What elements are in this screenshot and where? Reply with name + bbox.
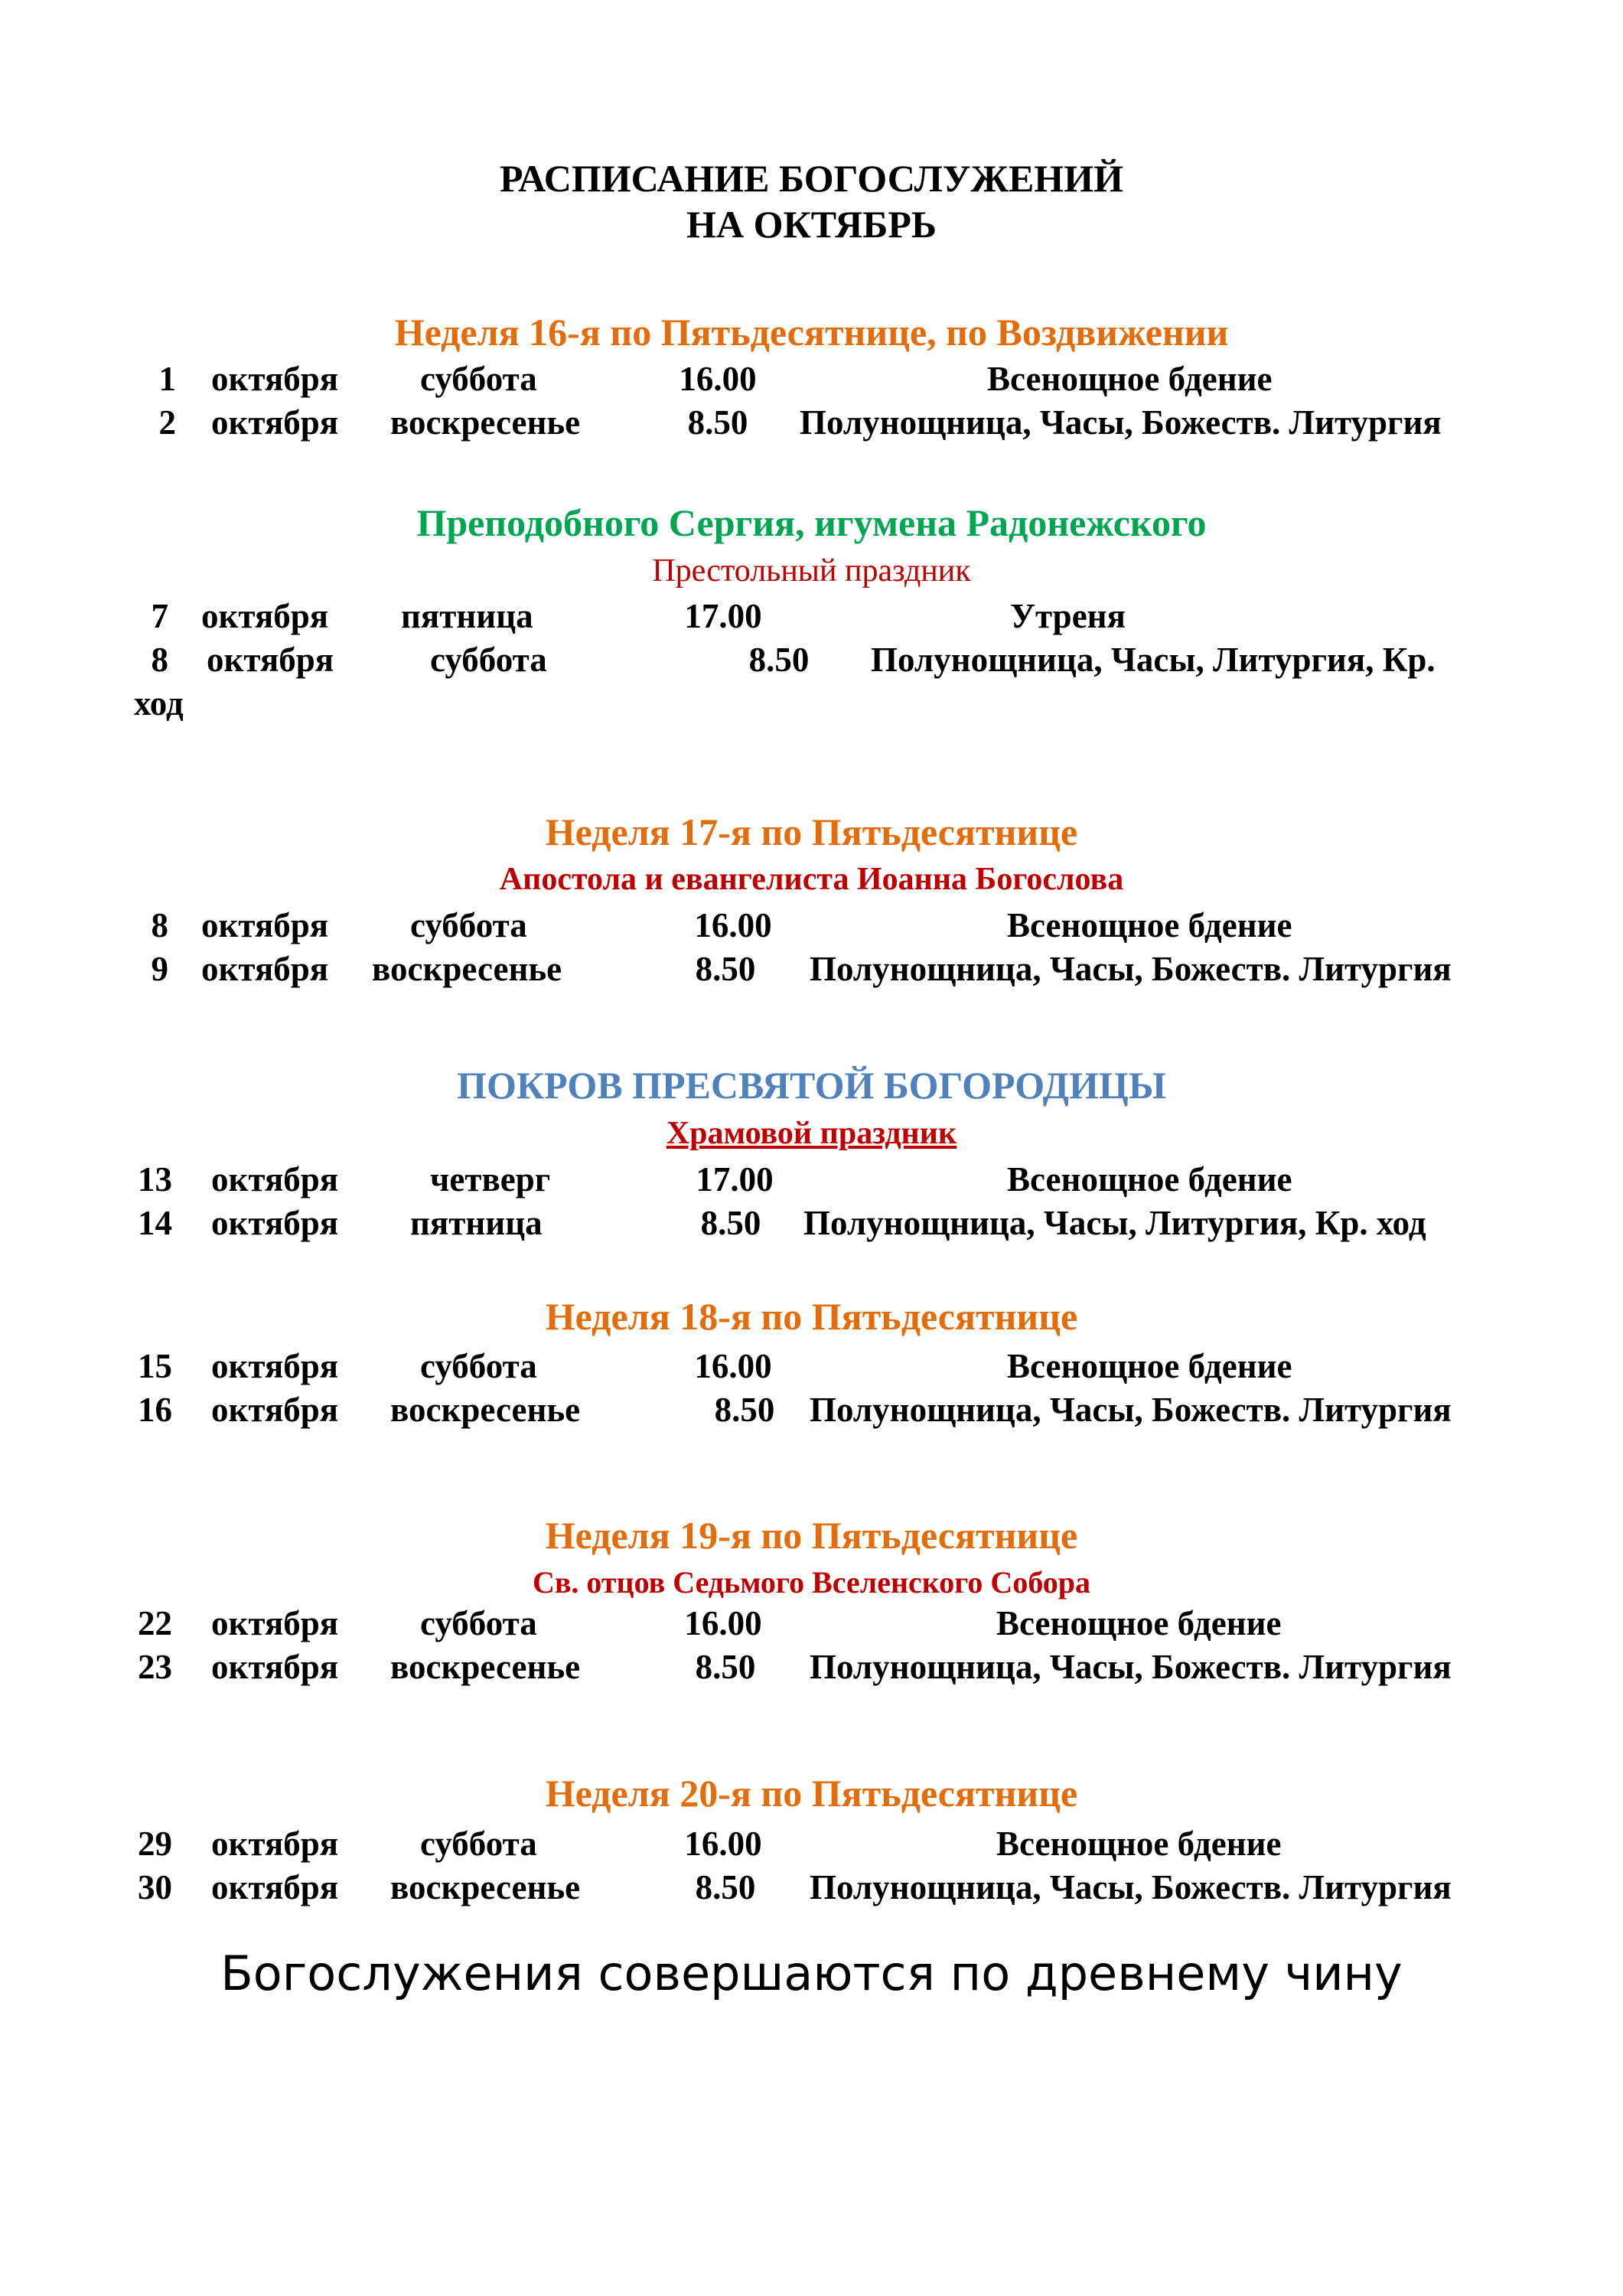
service: Полунощница, Часы, Божеств. Литургия — [800, 403, 1442, 442]
day-number: 1 — [158, 360, 176, 398]
schedule-row — [0, 1822, 1623, 1865]
month: октября — [201, 597, 329, 635]
time: 8.50 — [748, 641, 810, 679]
weekday: суббота — [420, 1825, 537, 1863]
month: октября — [211, 1391, 339, 1429]
schedule-row — [0, 1158, 1623, 1201]
schedule-row — [0, 1645, 1623, 1688]
section-subheading-john-theologian: Апостола и евангелиста Иоанна Богослова — [499, 862, 1124, 897]
schedule-row — [0, 1866, 1623, 1909]
schedule-row — [0, 1345, 1623, 1388]
service: Полунощница, Часы, Божеств. Литургия — [810, 1868, 1452, 1906]
schedule-row — [0, 595, 1623, 638]
time: 8.50 — [714, 1391, 775, 1429]
service: Полунощница, Часы, Божеств. Литургия — [810, 950, 1452, 988]
section-heading-week-19: Неделя 19-я по Пятьдесятнице — [545, 1514, 1078, 1557]
time: 16.00 — [694, 906, 772, 944]
schedule-row — [0, 357, 1623, 400]
schedule-row — [0, 1202, 1623, 1244]
service: Всенощное бдение — [987, 360, 1273, 398]
month: октября — [211, 1648, 339, 1686]
day-number: 2 — [158, 403, 176, 442]
time: 8.50 — [700, 1204, 761, 1242]
weekday: воскресенье — [390, 1868, 581, 1906]
service: Всенощное бдение — [1007, 1347, 1292, 1385]
service: Всенощное бдение — [996, 1604, 1282, 1642]
service: Полунощница, Часы, Божеств. Литургия — [810, 1648, 1452, 1686]
month: октября — [211, 1604, 339, 1642]
service: Полунощница, Часы, Божеств. Литургия — [810, 1391, 1452, 1429]
month: октября — [211, 360, 339, 398]
time: 16.00 — [684, 1825, 762, 1863]
time: 8.50 — [687, 403, 748, 442]
section-heading-week-18: Неделя 18-я по Пятьдесятнице — [545, 1295, 1078, 1338]
schedule-row — [0, 401, 1623, 444]
month: октября — [201, 950, 329, 988]
time: 17.00 — [696, 1160, 774, 1199]
title-line-2: НА ОКТЯБРЬ — [686, 203, 937, 246]
day-number: 14 — [138, 1204, 172, 1242]
day-number: 22 — [138, 1604, 172, 1642]
schedule-row — [0, 638, 1623, 681]
weekday: суббота — [420, 1604, 537, 1642]
month: октября — [211, 403, 339, 442]
weekday: пятница — [410, 1204, 543, 1242]
schedule-row — [0, 947, 1623, 990]
section-subheading-church-feast: Храмовой праздник — [666, 1116, 957, 1151]
day-number: 13 — [138, 1160, 172, 1199]
month: октября — [201, 906, 329, 944]
weekday: суббота — [410, 906, 527, 944]
weekday: суббота — [420, 1347, 537, 1385]
section-heading-week-20: Неделя 20-я по Пятьдесятнице — [545, 1772, 1078, 1815]
title-line-1: РАСПИСАНИЕ БОГОСЛУЖЕНИЙ — [500, 157, 1123, 200]
time: 8.50 — [695, 950, 756, 988]
day-number: 23 — [138, 1648, 172, 1686]
weekday: суббота — [420, 360, 537, 398]
day-number: 9 — [151, 950, 168, 988]
day-number: 16 — [138, 1391, 172, 1429]
schedule-row — [0, 1388, 1623, 1431]
month: октября — [207, 641, 334, 679]
day-number: 7 — [151, 597, 168, 635]
section-heading-pokrov: ПОКРОВ ПРЕСВЯТОЙ БОГОРОДИЦЫ — [457, 1064, 1166, 1107]
month: октября — [211, 1160, 339, 1199]
time: 8.50 — [695, 1868, 756, 1906]
service: Всенощное бдение — [1007, 1160, 1292, 1199]
day-number: 29 — [138, 1825, 172, 1863]
time: 16.00 — [694, 1347, 772, 1385]
weekday: воскресенье — [390, 1391, 581, 1429]
day-number: 8 — [151, 641, 168, 679]
section-heading-week-17: Неделя 17-я по Пятьдесятнице — [545, 810, 1078, 853]
time: 8.50 — [695, 1648, 756, 1686]
service: Полунощница, Часы, Литургия, Кр. ход — [803, 1204, 1426, 1242]
time: 16.00 — [684, 1604, 762, 1642]
schedule-row-continuation — [134, 682, 184, 725]
service: Утреня — [1010, 597, 1126, 635]
section-subheading-seventh-council: Св. отцов Седьмого Вселенского Собора — [532, 1565, 1091, 1600]
page-title — [0, 155, 1623, 247]
service: Всенощное бдение — [996, 1825, 1282, 1863]
day-number: 8 — [151, 906, 168, 944]
weekday: воскресенье — [390, 1648, 581, 1686]
month: октября — [211, 1347, 339, 1385]
service: Полунощница, Часы, Литургия, Кр. — [871, 641, 1436, 679]
month: октября — [211, 1868, 339, 1906]
section-subheading-patronal-feast: Престольный праздник — [652, 553, 971, 589]
weekday: четверг — [430, 1160, 551, 1199]
schedule-row — [0, 904, 1623, 947]
footer-note: Богослужения совершаются по древнему чину — [220, 1945, 1403, 2001]
time: 17.00 — [684, 597, 762, 635]
service: Всенощное бдение — [1007, 906, 1292, 944]
section-heading-week-16: Неделя 16-я по Пятьдесятнице, по Воздвижении — [394, 311, 1229, 354]
weekday: воскресенье — [372, 950, 562, 988]
month: октября — [211, 1204, 339, 1242]
schedule-row — [0, 1602, 1623, 1645]
weekday: воскресенье — [390, 403, 581, 442]
weekday: суббота — [430, 641, 547, 679]
month: октября — [211, 1825, 339, 1863]
day-number: 15 — [138, 1347, 172, 1385]
section-heading-sergius: Преподобного Сергия, игумена Радонежского — [416, 501, 1207, 544]
service-continuation: ход — [134, 684, 184, 722]
day-number: 30 — [138, 1868, 172, 1906]
time: 16.00 — [679, 360, 757, 398]
weekday: пятница — [401, 597, 533, 635]
